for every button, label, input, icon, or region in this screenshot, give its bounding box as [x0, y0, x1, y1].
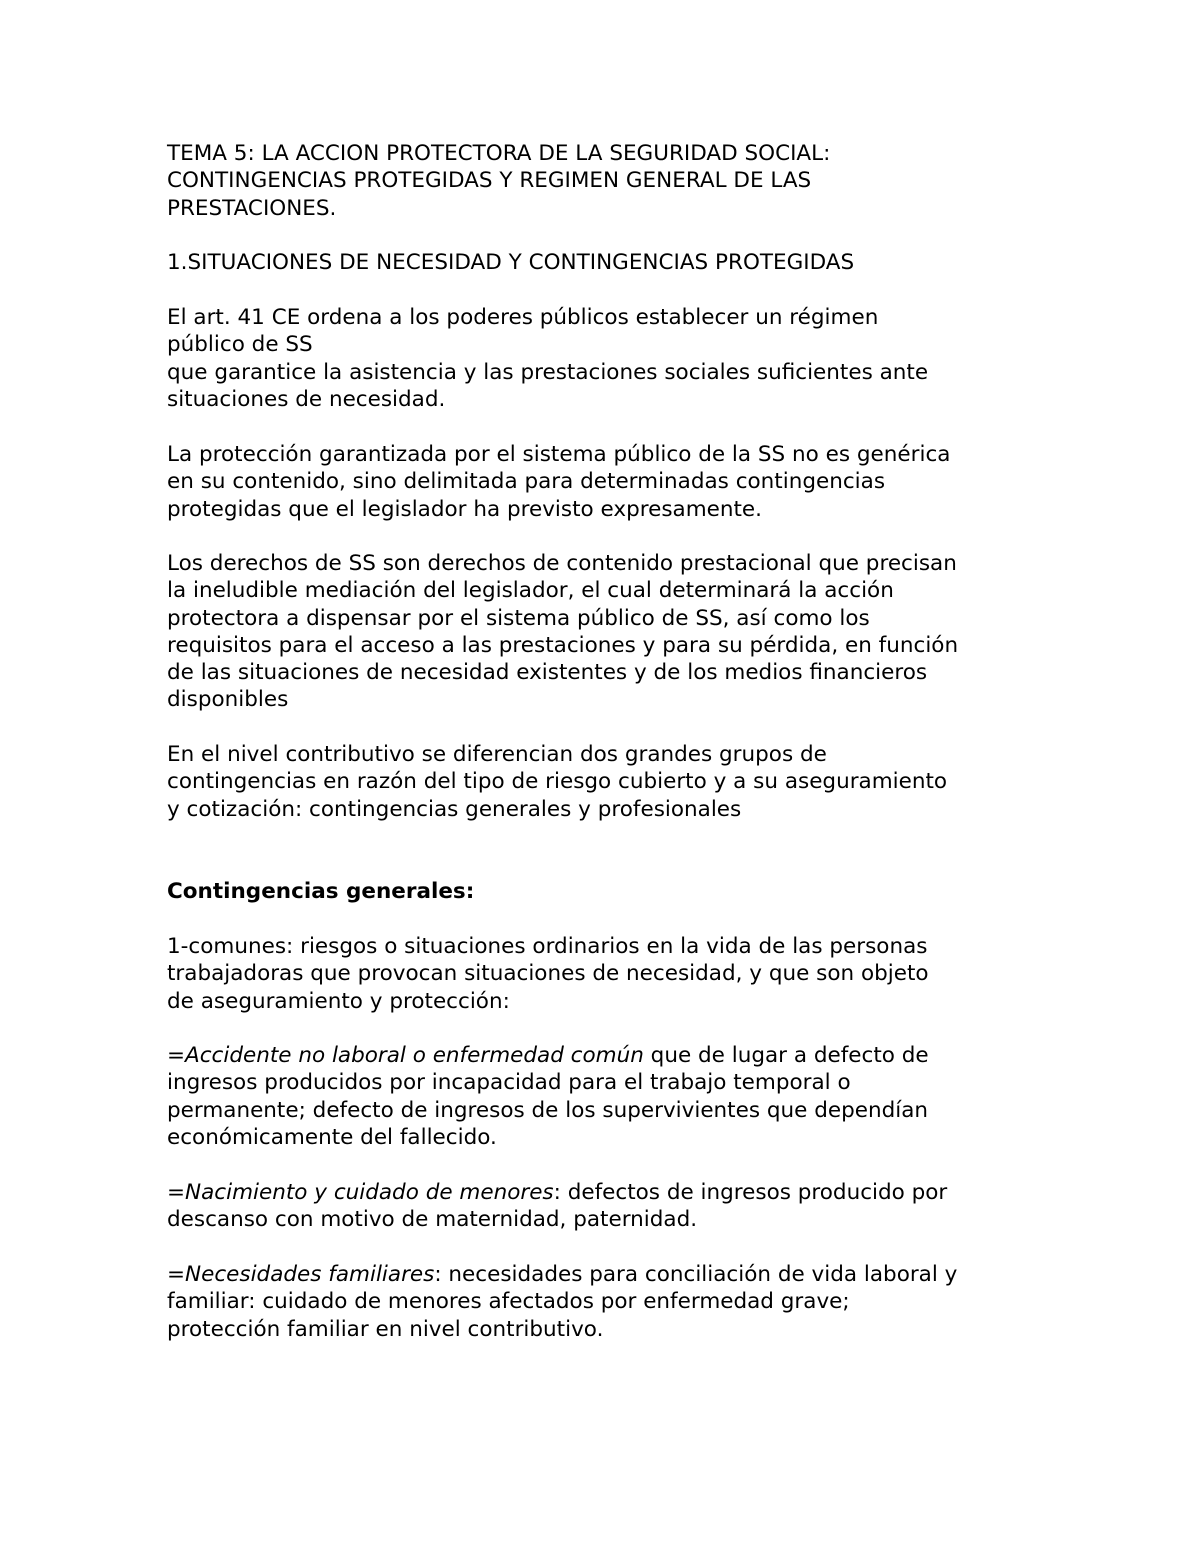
paragraph-line: y cotización: contingencias generales y profesionales [167, 796, 742, 822]
list-item-necesidades-familiares [167, 1261, 1047, 1343]
item-rest: : defectos de ingresos producido por [553, 1180, 948, 1205]
paragraph-line: requisitos para el acceso a las prestaciones y para su pérdida, en función [167, 632, 959, 658]
item-prefix: = [167, 1262, 186, 1287]
paragraph-line: en su contenido, sino delimitada para determinadas contingencias [167, 469, 886, 495]
paragraph-line: económicamente del fallecido. [167, 1124, 497, 1150]
paragraph-line: protección familiar en nivel contributivo. [167, 1316, 604, 1342]
paragraph-line: situaciones de necesidad. [167, 386, 446, 412]
item-prefix: = [167, 1180, 186, 1205]
paragraph-line: protegidas que el legislador ha previsto expresamente. [167, 496, 762, 522]
paragraph-line: que garantice la asistencia y las prestaciones sociales suficientes ante [167, 359, 929, 385]
subheading-text: Contingencias generales: [167, 879, 475, 904]
section-heading [167, 249, 1047, 276]
paragraph-proteccion [167, 441, 1047, 523]
list-item-first-line [167, 1261, 1047, 1288]
paragraph-comunes [167, 933, 1047, 1015]
paragraph-line: permanente; defecto de ingresos de los supervivientes que dependían [167, 1097, 929, 1123]
item-prefix: = [167, 1043, 186, 1068]
paragraph-line: protectora a dispensar por el sistema público de SS, así como los [167, 605, 870, 631]
list-item-first-line [167, 1179, 1047, 1206]
paragraph-line: trabajadoras que provocan situaciones de necesidad, y que son objeto [167, 961, 929, 987]
paragraph-nivel-contributivo [167, 741, 1047, 823]
paragraph-derechos [167, 550, 1047, 714]
paragraph-line: de las situaciones de necesidad existentes y de los medios financieros [167, 660, 928, 686]
paragraph-line: 1-comunes: riesgos o situaciones ordinarios en la vida de las personas [167, 934, 928, 959]
paragraph-line: descanso con motivo de maternidad, paternidad. [167, 1207, 698, 1233]
item-rest: : necesidades para conciliación de vida laboral y [434, 1262, 958, 1287]
paragraph-art41 [167, 304, 1047, 413]
title-line: CONTINGENCIAS PROTEGIDAS Y REGIMEN GENERAL DE LAS [167, 168, 812, 194]
list-item-first-line [167, 1042, 1047, 1069]
paragraph-line: familiar: cuidado de menores afectados por enfermedad grave; [167, 1289, 850, 1315]
paragraph-line: En el nivel contributivo se diferencian dos grandes grupos de [167, 742, 827, 767]
list-item-nacimiento [167, 1179, 1047, 1234]
paragraph-line: la ineludible mediación del legislador, el cual determinará la acción [167, 578, 894, 604]
title-line: TEMA 5: LA ACCION PROTECTORA DE LA SEGURIDAD SOCIAL: [167, 141, 831, 166]
section-heading-text: 1.SITUACIONES DE NECESIDAD Y CONTINGENCIAS PROTEGIDAS [167, 250, 855, 275]
subheading-contingencias-generales [167, 878, 1047, 905]
document-title [167, 140, 1047, 222]
paragraph-line: ingresos producidos por incapacidad para el trabajo temporal o [167, 1070, 851, 1096]
paragraph-line: público de SS [167, 332, 313, 358]
paragraph-line: contingencias en razón del tipo de riesgo cubierto y a su aseguramiento [167, 769, 948, 795]
paragraph-line: El art. 41 CE ordena a los poderes públicos establecer un régimen [167, 305, 879, 330]
item-term: Nacimiento y cuidado de menores [185, 1180, 554, 1205]
paragraph-line: disponibles [167, 687, 289, 713]
paragraph-line: La protección garantizada por el sistema público de la SS no es genérica [167, 442, 951, 467]
title-line: PRESTACIONES. [167, 195, 337, 221]
paragraph-line: de aseguramiento y protección: [167, 988, 510, 1014]
paragraph-line: Los derechos de SS son derechos de contenido prestacional que precisan [167, 551, 957, 576]
list-item-accidente [167, 1042, 1047, 1151]
item-term: Necesidades familiares [185, 1262, 435, 1287]
item-rest: que de lugar a defecto de [643, 1043, 929, 1068]
item-term: Accidente no laboral o enfermedad común [185, 1043, 644, 1068]
